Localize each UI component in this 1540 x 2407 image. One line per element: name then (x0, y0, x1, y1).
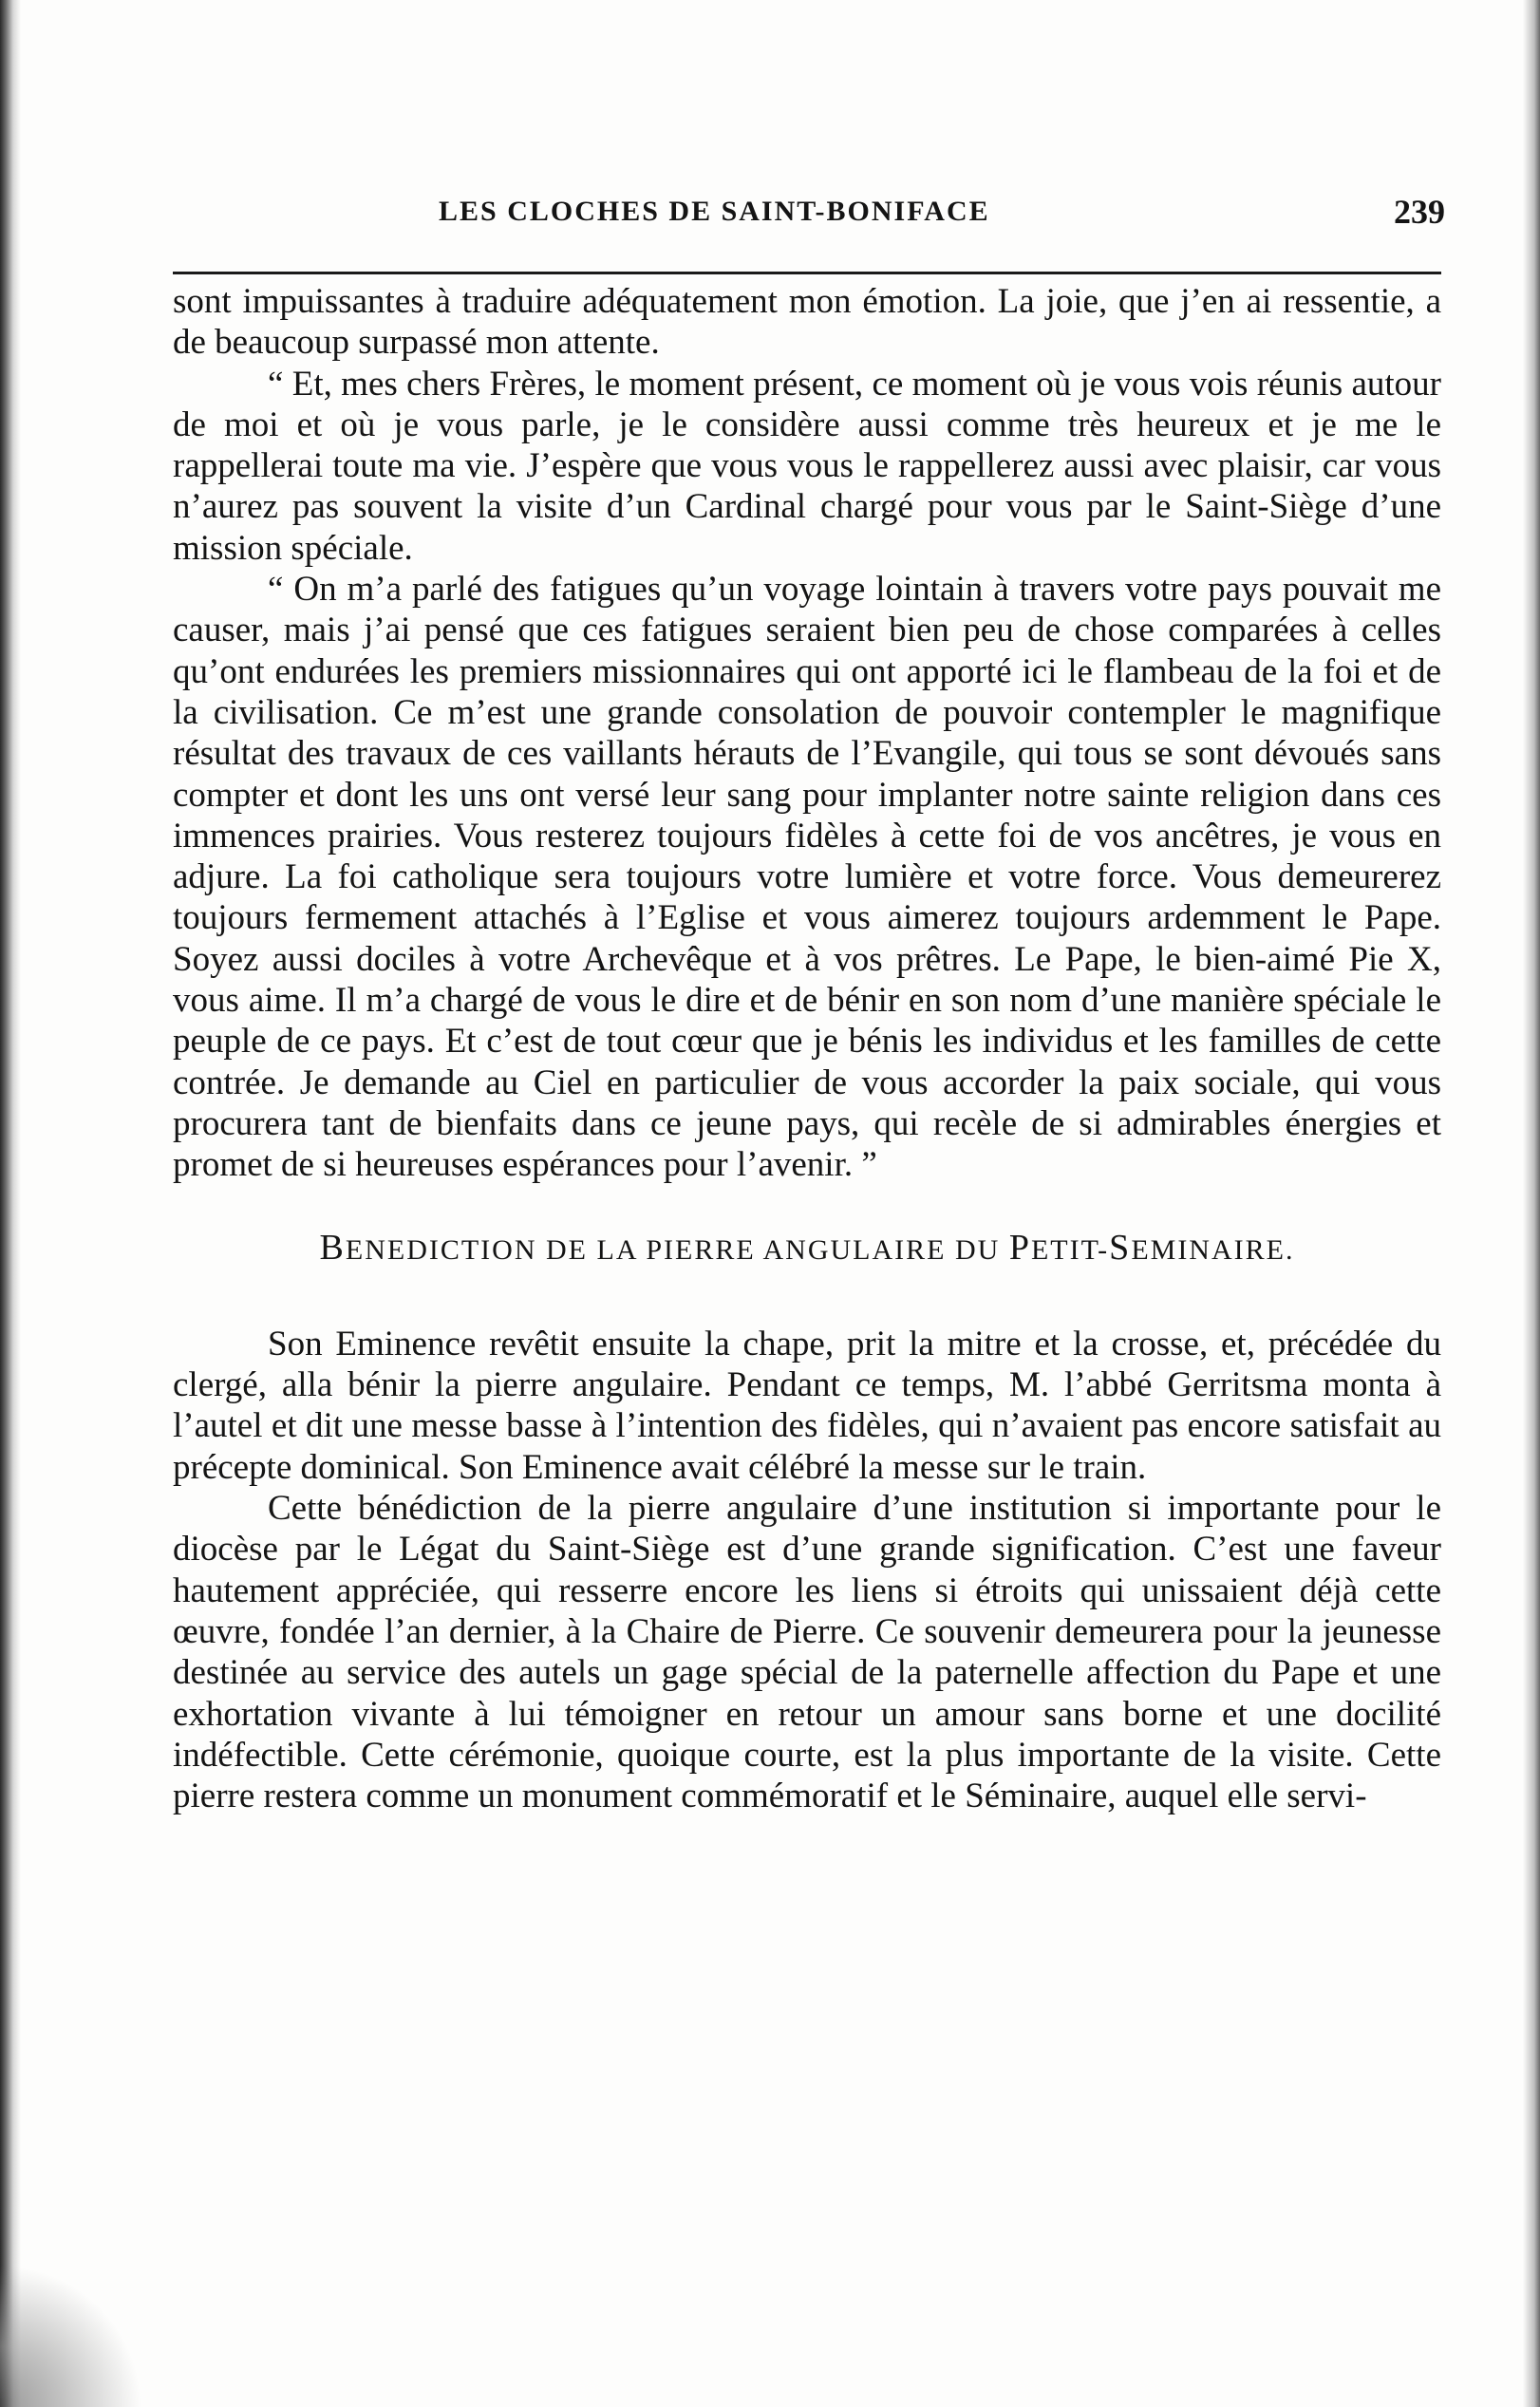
page-edge-left (0, 0, 21, 2407)
section-heading (173, 1228, 1441, 1270)
paragraph-3: “ On m’a parlé des fatigues qu’un voyage lointain à travers votre pays pouvait me causer, mais j’ai pensé que ces fatigues seraient bien peu de chose comparées à celles qu’ont endurées les premiers missionnaires qui ont apporté ici le flambeau de la foi et de la civilisation. Ce m’est une grande consolation de pouvoir contempler le magnifique résultat des travaux de ces vaillants hérauts de l’Evangile, qui tous se sont dévoués sans compter et dont les uns ont versé leur sang pour implanter notre sainte religion dans ces immences prairies. Vous resterez toujours fidèles à cette foi de vos ancêtres, je vous en adjure. La foi catholique sera toujours votre lumière et votre force. Vous demeurerez toujours fermement attachés à l’Eglise et vous aimerez toujours ardemment le Pape. Soyez aussi dociles à votre Archevêque et à vos prêtres. Le Pape, le bien-aimé Pie X, vous aime. Il m’a chargé de vous le dire et de bénir en son nom d’une manière spéciale le peuple de ce pays. Et c’est de tout cœur que je bénis les individus et les familles de cette contrée. Je demande au Ciel en particulier de vous accorder la paix sociale, qui vous procurera tant de bienfaits dans ce jeune pays, qui recèle de si admirables énergies et promet de si heureuses espérances pour l’avenir. ” (173, 570, 1441, 1185)
heading-part-2: ETIT- (1030, 1233, 1110, 1266)
heading-initial-p: P (1008, 1227, 1031, 1268)
running-title: LES CLOCHES DE SAINT-BONIFACE (439, 196, 990, 227)
paragraph-4: Son Eminence revêtit ensuite la chape, prit la mitre et la crosse, et, précédée du clergé, alla bénir la pierre angulaire. Pendant ce temps, M. l’abbé Gerritsma monta à l’autel et dit une messe basse à l’intention des fidèles, qui n’avaient pas encore satisfait au précepte dominical. Son Eminence avait célébré la messe sur le train. (173, 1324, 1441, 1487)
body-text (173, 281, 1441, 1816)
paragraph-5: Cette bénédiction de la pierre angulaire d’une institution si importante pour le diocèse par le Légat du Saint-Siège est d’une grande signification. C’est une faveur hautement appréciée, qui resserre encore les liens si étroits qui unissaient déjà cette œuvre, fondée l’an dernier, à la Chaire de Pierre. Ce souvenir demeurera pour la jeunesse destinée au service des autels un gage spécial de la paternelle affection du Pape et une exhortation vivante à lui témoigner en retour un amour sans borne et une docilité indéfectible. Cette cérémonie, quoique courte, est la plus importante de la visite. Cette pierre restera comme un monument commémoratif et le Séminaire, auquel elle servi- (173, 1489, 1441, 1816)
corner-smudge (0, 2265, 142, 2407)
heading-part-1: ENEDICTION DE LA PIERRE ANGULAIRE DU (345, 1233, 1009, 1266)
paragraph-2: “ Et, mes chers Frères, le moment présent, ce moment où je vous vois réunis autour de moi et où je vous parle, je le considère aussi comme très heureux et je me le rappellerai toute ma vie. J’espère que vous vous le rappellerez aussi avec plaisir, car vous n’aurez pas souvent la visite d’un Cardinal chargé pour vous par le Saint-Siège d’une mission spéciale. (173, 364, 1441, 568)
page-edge-right (1523, 0, 1540, 2407)
page-number: 239 (1394, 193, 1445, 231)
heading-part-3: EMINAIRE. (1131, 1233, 1295, 1266)
paragraph-1: sont impuissantes à traduire adéquatement mon émotion. La joie, que j’en ai ressentie, a de beaucoup surpassé mon attente. (173, 282, 1441, 363)
running-head (173, 193, 1445, 243)
heading-initial-b: B (319, 1227, 346, 1268)
heading-initial-s: S (1109, 1227, 1132, 1268)
header-rule (173, 272, 1441, 274)
